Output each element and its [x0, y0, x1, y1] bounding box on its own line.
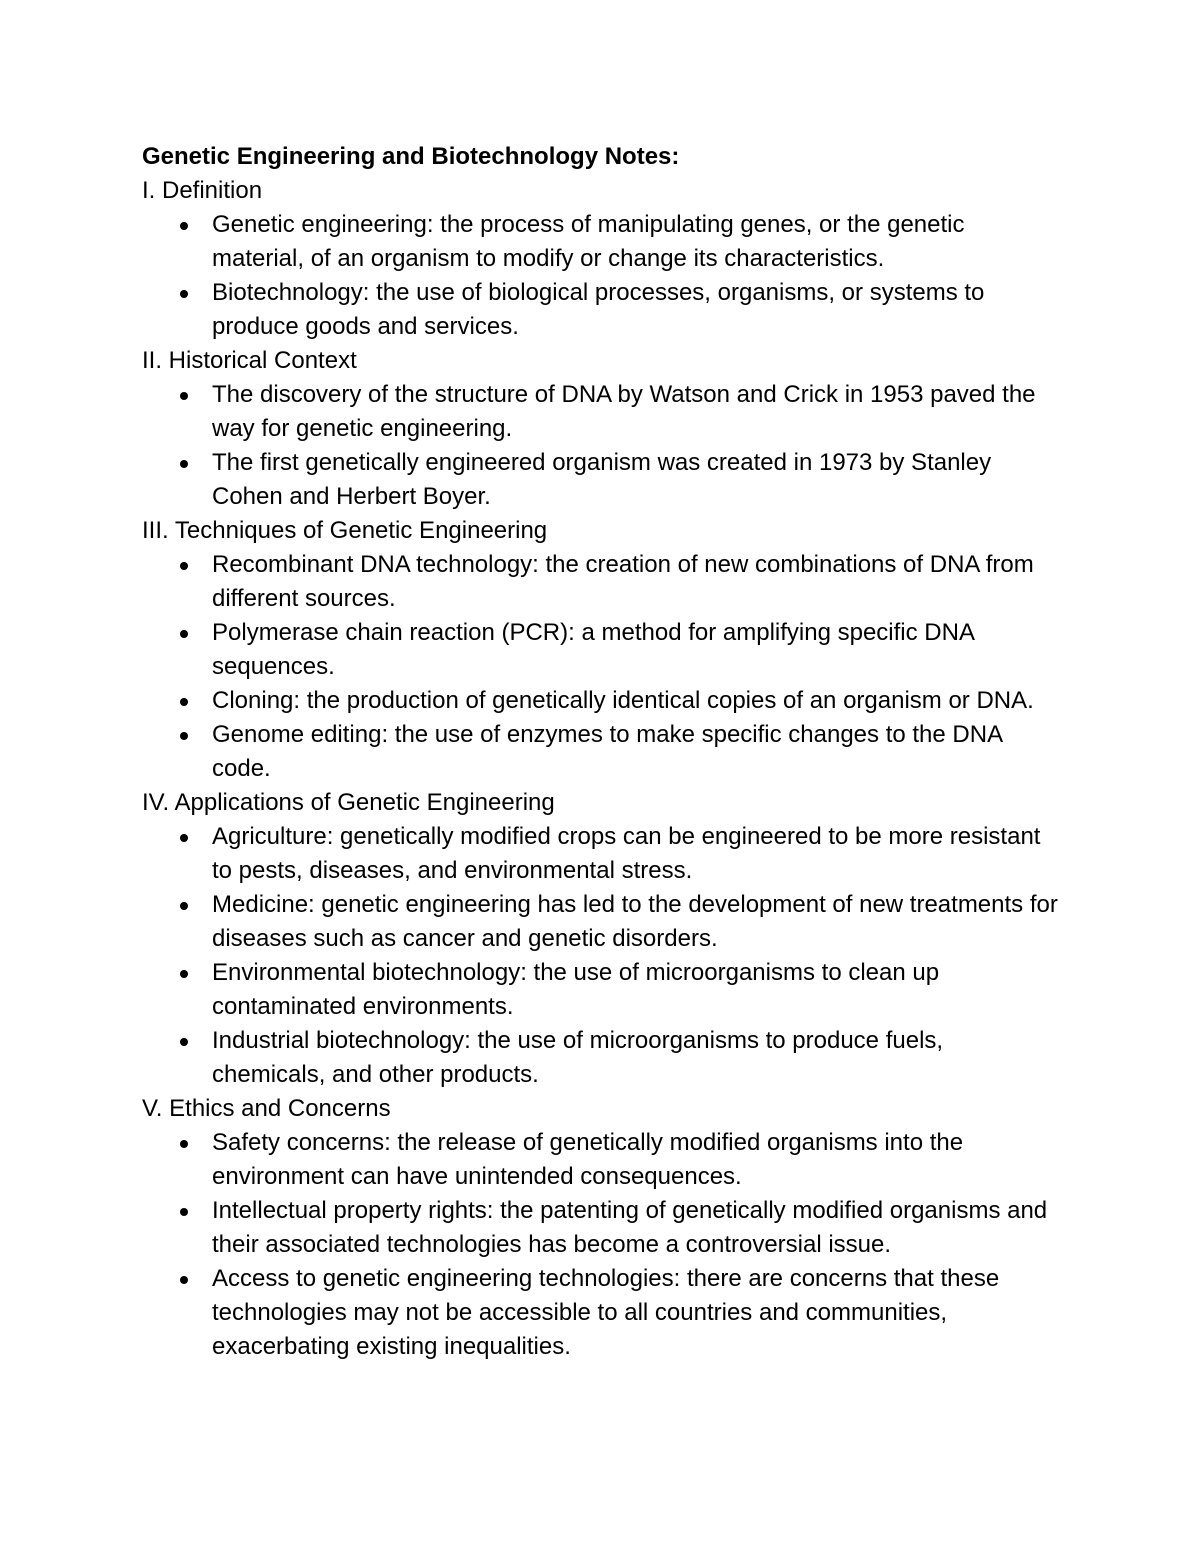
list-item	[142, 548, 1072, 616]
bullet-list	[142, 208, 1072, 344]
list-item	[142, 276, 1072, 344]
list-item	[142, 956, 1072, 1024]
section-applications	[142, 786, 1072, 1092]
list-item-text: Environmental biotechnology: the use of microorganisms to clean up contaminated environments.	[212, 959, 940, 1020]
list-item-text: Industrial biotechnology: the use of microorganisms to produce fuels, chemicals, and other products.	[212, 1027, 944, 1088]
list-item-text: The first genetically engineered organism was created in 1973 by Stanley Cohen and Herbert Boyer.	[212, 449, 992, 510]
list-item	[142, 208, 1072, 276]
bullet-icon	[180, 630, 188, 638]
list-item	[142, 888, 1072, 956]
bullet-icon	[180, 970, 188, 978]
list-item	[142, 1024, 1072, 1092]
bullet-icon	[180, 698, 188, 706]
section-heading: V. Ethics and Concerns	[142, 1095, 391, 1122]
bullet-icon	[180, 1140, 188, 1148]
list-item	[142, 616, 1072, 684]
bullet-icon	[180, 902, 188, 910]
list-item-text: Access to genetic engineering technologies: there are concerns that these technologies may not be accessible to all countries and communities, exacerbating existing inequalities.	[212, 1265, 1000, 1360]
section-ethics-concerns	[142, 1092, 1072, 1364]
bullet-list	[142, 820, 1072, 1092]
bullet-icon	[180, 1208, 188, 1216]
section-historical-context	[142, 344, 1072, 514]
bullet-icon	[180, 732, 188, 740]
document-title: Genetic Engineering and Biotechnology Notes:	[142, 143, 680, 170]
list-item	[142, 446, 1072, 514]
list-item	[142, 718, 1072, 786]
list-item-text: Agriculture: genetically modified crops can be engineered to be more resistant to pests, diseases, and environmental stress.	[212, 823, 1041, 884]
section-definition	[142, 174, 1072, 344]
list-item	[142, 684, 1072, 718]
bullet-icon	[180, 562, 188, 570]
list-item	[142, 1194, 1072, 1262]
list-item	[142, 1262, 1072, 1364]
list-item-text: Polymerase chain reaction (PCR): a method for amplifying specific DNA sequences.	[212, 619, 974, 680]
list-item-text: Medicine: genetic engineering has led to the development of new treatments for diseases such as cancer and genetic disorders.	[212, 891, 1058, 952]
list-item	[142, 1126, 1072, 1194]
bullet-list	[142, 378, 1072, 514]
document-page	[142, 140, 1072, 1364]
bullet-icon	[180, 392, 188, 400]
bullet-icon	[180, 1038, 188, 1046]
bullet-icon	[180, 222, 188, 230]
bullet-list	[142, 548, 1072, 786]
list-item-text: Cloning: the production of genetically identical copies of an organism or DNA.	[212, 687, 1034, 714]
section-heading: III. Techniques of Genetic Engineering	[142, 517, 548, 544]
bullet-icon	[180, 834, 188, 842]
section-heading: IV. Applications of Genetic Engineering	[142, 789, 555, 816]
bullet-icon	[180, 460, 188, 468]
list-item	[142, 820, 1072, 888]
list-item-text: Recombinant DNA technology: the creation of new combinations of DNA from different sources.	[212, 551, 1034, 612]
list-item	[142, 378, 1072, 446]
list-item-text: Genetic engineering: the process of manipulating genes, or the genetic material, of an organism to modify or change its characteristics.	[212, 211, 965, 272]
list-item-text: Genome editing: the use of enzymes to make specific changes to the DNA code.	[212, 721, 1002, 782]
bullet-list	[142, 1126, 1072, 1364]
bullet-icon	[180, 1276, 188, 1284]
list-item-text: Biotechnology: the use of biological processes, organisms, or systems to produce goods and services.	[212, 279, 985, 340]
list-item-text: Intellectual property rights: the patenting of genetically modified organisms and their associated technologies has become a controversial issue.	[212, 1197, 1048, 1258]
section-heading: I. Definition	[142, 177, 263, 204]
section-techniques	[142, 514, 1072, 786]
section-heading: II. Historical Context	[142, 347, 357, 374]
bullet-icon	[180, 290, 188, 298]
list-item-text: The discovery of the structure of DNA by Watson and Crick in 1953 paved the way for genetic engineering.	[212, 381, 1036, 442]
list-item-text: Safety concerns: the release of genetically modified organisms into the environment can have unintended consequences.	[212, 1129, 964, 1190]
